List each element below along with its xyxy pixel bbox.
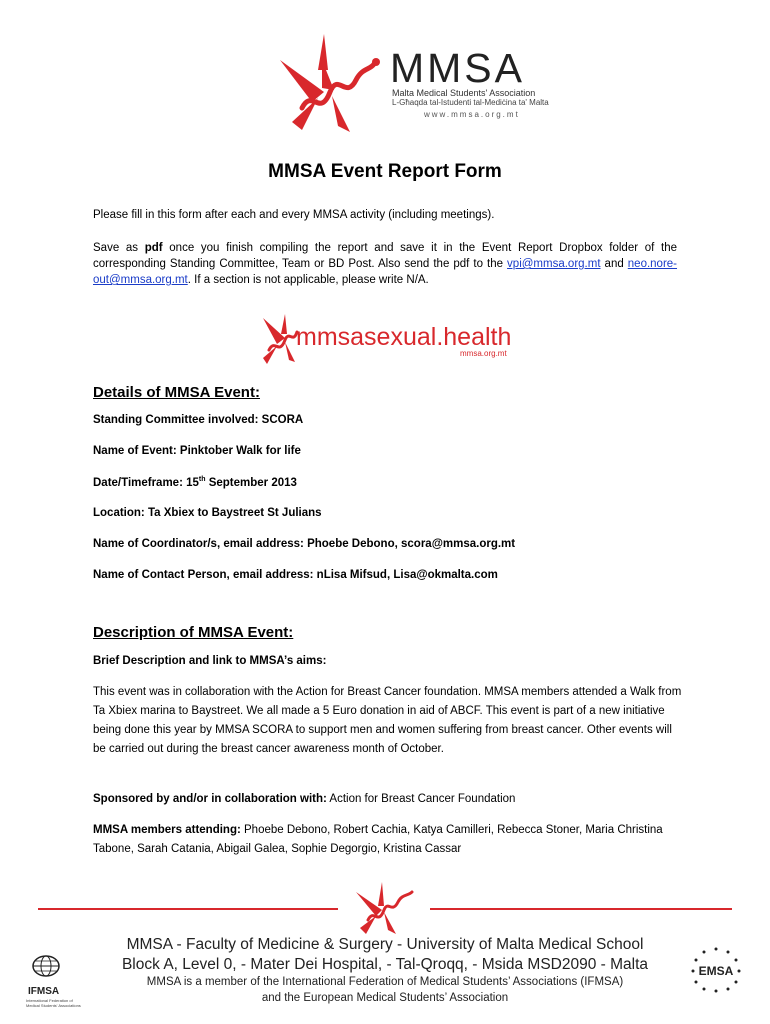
- location-field: Location: Ta Xbiex to Baystreet St Julians: [93, 507, 322, 519]
- instructions-text: . If a section is not applicable, please write N/A.: [187, 274, 429, 286]
- logo-url: www.mmsa.org.mt: [424, 110, 520, 119]
- neo-email-link[interactable]: neo.nore-out@mmsa.org.mt: [93, 258, 678, 286]
- details-heading: Details of MMSA Event:: [93, 384, 260, 401]
- emsa-logo-icon: [684, 945, 748, 993]
- instructions-text: once you finish compiling the report and save it in the Event Report Dropbox folder of the corresponding Standing Committee, Team or BD Post. Also send the pdf to the: [93, 242, 677, 270]
- event-name-field: Name of Event: Pinktober Walk for life: [93, 445, 301, 457]
- footer-membership-line-1: MMSA is a member of the International Federation of Medical Students’ Associations (IFMSA): [146, 976, 624, 988]
- ifmsa-logo-subtitle: International Federation of Medical Students' Associations: [26, 998, 81, 1008]
- sexual-health-logo-text: mmsasexual.health: [296, 323, 512, 351]
- intro-paragraph: Please fill in this form after each and every MMSA activity (including meetings).: [93, 209, 495, 221]
- logo-subtitle-maltese: L-Għaqda tal-Istudenti tal-Mediċina ta' Malta: [392, 98, 549, 107]
- sponsor-value: Action for Breast Cancer Foundation: [326, 793, 516, 805]
- instructions-text: and: [600, 258, 628, 270]
- standing-committee-field: Standing Committee involved: SCORA: [93, 414, 304, 426]
- footer-divider-right: [430, 908, 732, 910]
- instructions-text: Save as: [93, 242, 145, 254]
- date-suffix: th: [198, 476, 206, 483]
- sponsor-label: Sponsored by and/or in collaboration with:: [93, 793, 327, 805]
- contact-person-field: Name of Contact Person, email address: nLisa Mifsud, Lisa@okmalta.com: [93, 569, 498, 581]
- page-title: MMSA Event Report Form: [268, 161, 502, 182]
- ifmsa-logo-label: IFMSA: [28, 986, 60, 997]
- date-label: Date/Timeframe: 15: [93, 476, 199, 489]
- sponsor-line: [93, 790, 683, 809]
- logo-title: MMSA: [390, 45, 525, 91]
- members-label: MMSA members attending:: [93, 824, 241, 836]
- pdf-emphasis: pdf: [144, 242, 163, 254]
- footer-membership-line-2: and the European Medical Students’ Association: [261, 992, 509, 1004]
- brief-description-label: Brief Description and link to MMSA’s aims:: [93, 655, 327, 667]
- members-value: Phoebe Debono, Robert Cachia, Katya Camilleri, Rebecca Stoner, Maria Christina Tabone, Sarah Catania, Abigail Galea, Sophie Degorgio, Kristina Cassar: [93, 824, 663, 855]
- footer-address-line-2: Block A, Level 0, - Mater Dei Hospital, - Tal-Qroqq, - Msida MSD2090 - Malta: [121, 956, 649, 973]
- description-heading: Description of MMSA Event:: [93, 624, 294, 641]
- vpi-email-link[interactable]: vpi@mmsa.org.mt: [507, 258, 601, 270]
- instructions-paragraph: [93, 240, 677, 288]
- sexual-health-logo-url: mmsa.org.mt: [460, 349, 507, 358]
- logo-subtitle: Malta Medical Students' Association: [392, 88, 536, 98]
- emsa-logo-label: EMSA: [698, 964, 734, 978]
- brief-description-text: This event was in collaboration with the Action for Breast Cancer foundation. MMSA members attended a Walk from Ta Xbiex marina to Baystreet. We all made a 5 Euro donation in aid of ABCF. This event is part of a new initiative being done this year by MMSA SCORA to support men and women suffering from breast cancer. Other events will be carried out during the breast cancer awareness month of October.: [93, 686, 682, 755]
- date-month: September 2013: [205, 476, 297, 489]
- footer-divider-left: [38, 908, 338, 910]
- date-field: [93, 476, 297, 489]
- coordinator-field: Name of Coordinator/s, email address: Phoebe Debono, scora@mmsa.org.mt: [93, 538, 516, 550]
- members-line: [93, 821, 683, 859]
- footer-address-line-1: MMSA - Faculty of Medicine & Surgery - University of Malta Medical School: [126, 936, 644, 953]
- footer-mmsa-logo-icon: [346, 878, 426, 936]
- mmsa-logo-icon: [262, 30, 392, 142]
